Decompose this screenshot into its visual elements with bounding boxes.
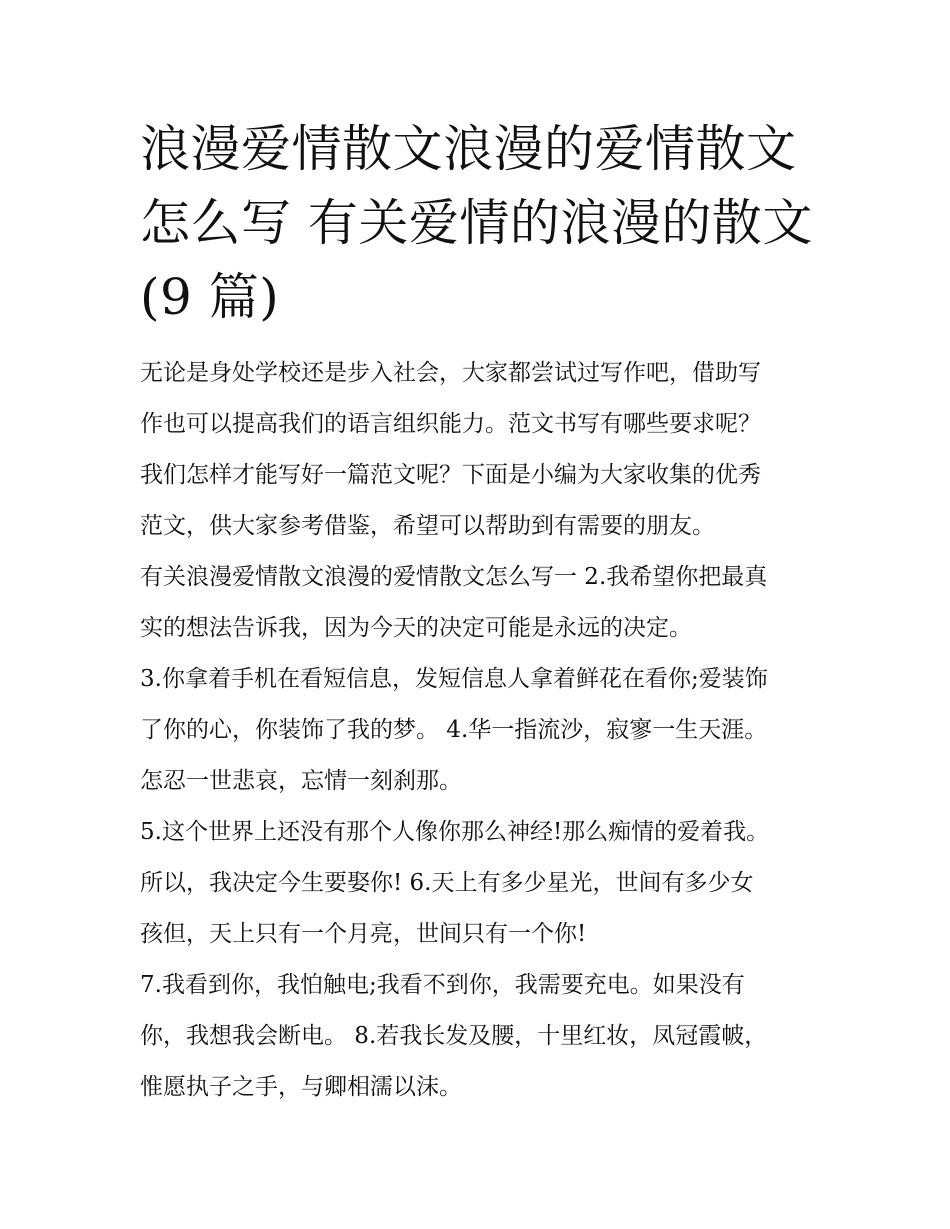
text-line: 你，我想我会断电。 8.若我长发及腰，十里红妆，凤冠霞帔， xyxy=(140,1023,768,1049)
text-line: 所以，我决定今生要娶你! 6.天上有多少星光，世间有多少女 xyxy=(140,870,754,896)
body-paragraph xyxy=(140,654,816,807)
text-line: 了你的心，你装饰了我的梦。 4.华一指流沙，寂寥一生天涯。 xyxy=(140,717,768,743)
title-line: 浪漫爱情散文浪漫的爱情散文 xyxy=(140,120,797,178)
body-paragraph xyxy=(140,807,816,960)
document-content xyxy=(140,112,816,1113)
body-paragraph xyxy=(140,552,816,654)
text-line: 无论是身处学校还是步入社会，大家都尝试过写作吧，借助写 xyxy=(140,360,761,386)
text-line: 有关浪漫爱情散文浪漫的爱情散文怎么写一 2.我希望你把最真 xyxy=(140,564,768,590)
text-line: 5.这个世界上还没有那个人像你那么神经!那么痴情的爱着我。 xyxy=(140,819,770,845)
document-title xyxy=(140,112,816,334)
title-line: (9 篇) xyxy=(140,268,280,326)
intro-paragraph xyxy=(140,348,816,552)
text-line: 范文，供大家参考借鉴，希望可以帮助到有需要的朋友。 xyxy=(140,513,715,539)
text-line: 惟愿执子之手，与卿相濡以沫。 xyxy=(140,1074,462,1100)
text-line: 我们怎样才能写好一篇范文呢？下面是小编为大家收集的优秀 xyxy=(140,462,761,488)
title-line: 怎么写 有关爱情的浪漫的散文 xyxy=(140,194,813,252)
text-line: 作也可以提高我们的语言组织能力。范文书写有哪些要求呢？ xyxy=(140,411,761,437)
body-paragraph xyxy=(140,960,816,1113)
text-line: 实的想法告诉我，因为今天的决定可能是永远的决定。 xyxy=(140,615,692,641)
text-line: 怎忍一世悲哀，忘情一刻刹那。 xyxy=(140,768,462,794)
text-line: 孩但，天上只有一个月亮，世间只有一个你! xyxy=(140,921,587,947)
text-line: 7.我看到你，我怕触电;我看不到你，我需要充电。如果没有 xyxy=(140,972,745,998)
text-line: 3.你拿着手机在看短信息，发短信息人拿着鲜花在看你;爱装饰 xyxy=(140,666,768,692)
document-body xyxy=(140,348,816,1113)
